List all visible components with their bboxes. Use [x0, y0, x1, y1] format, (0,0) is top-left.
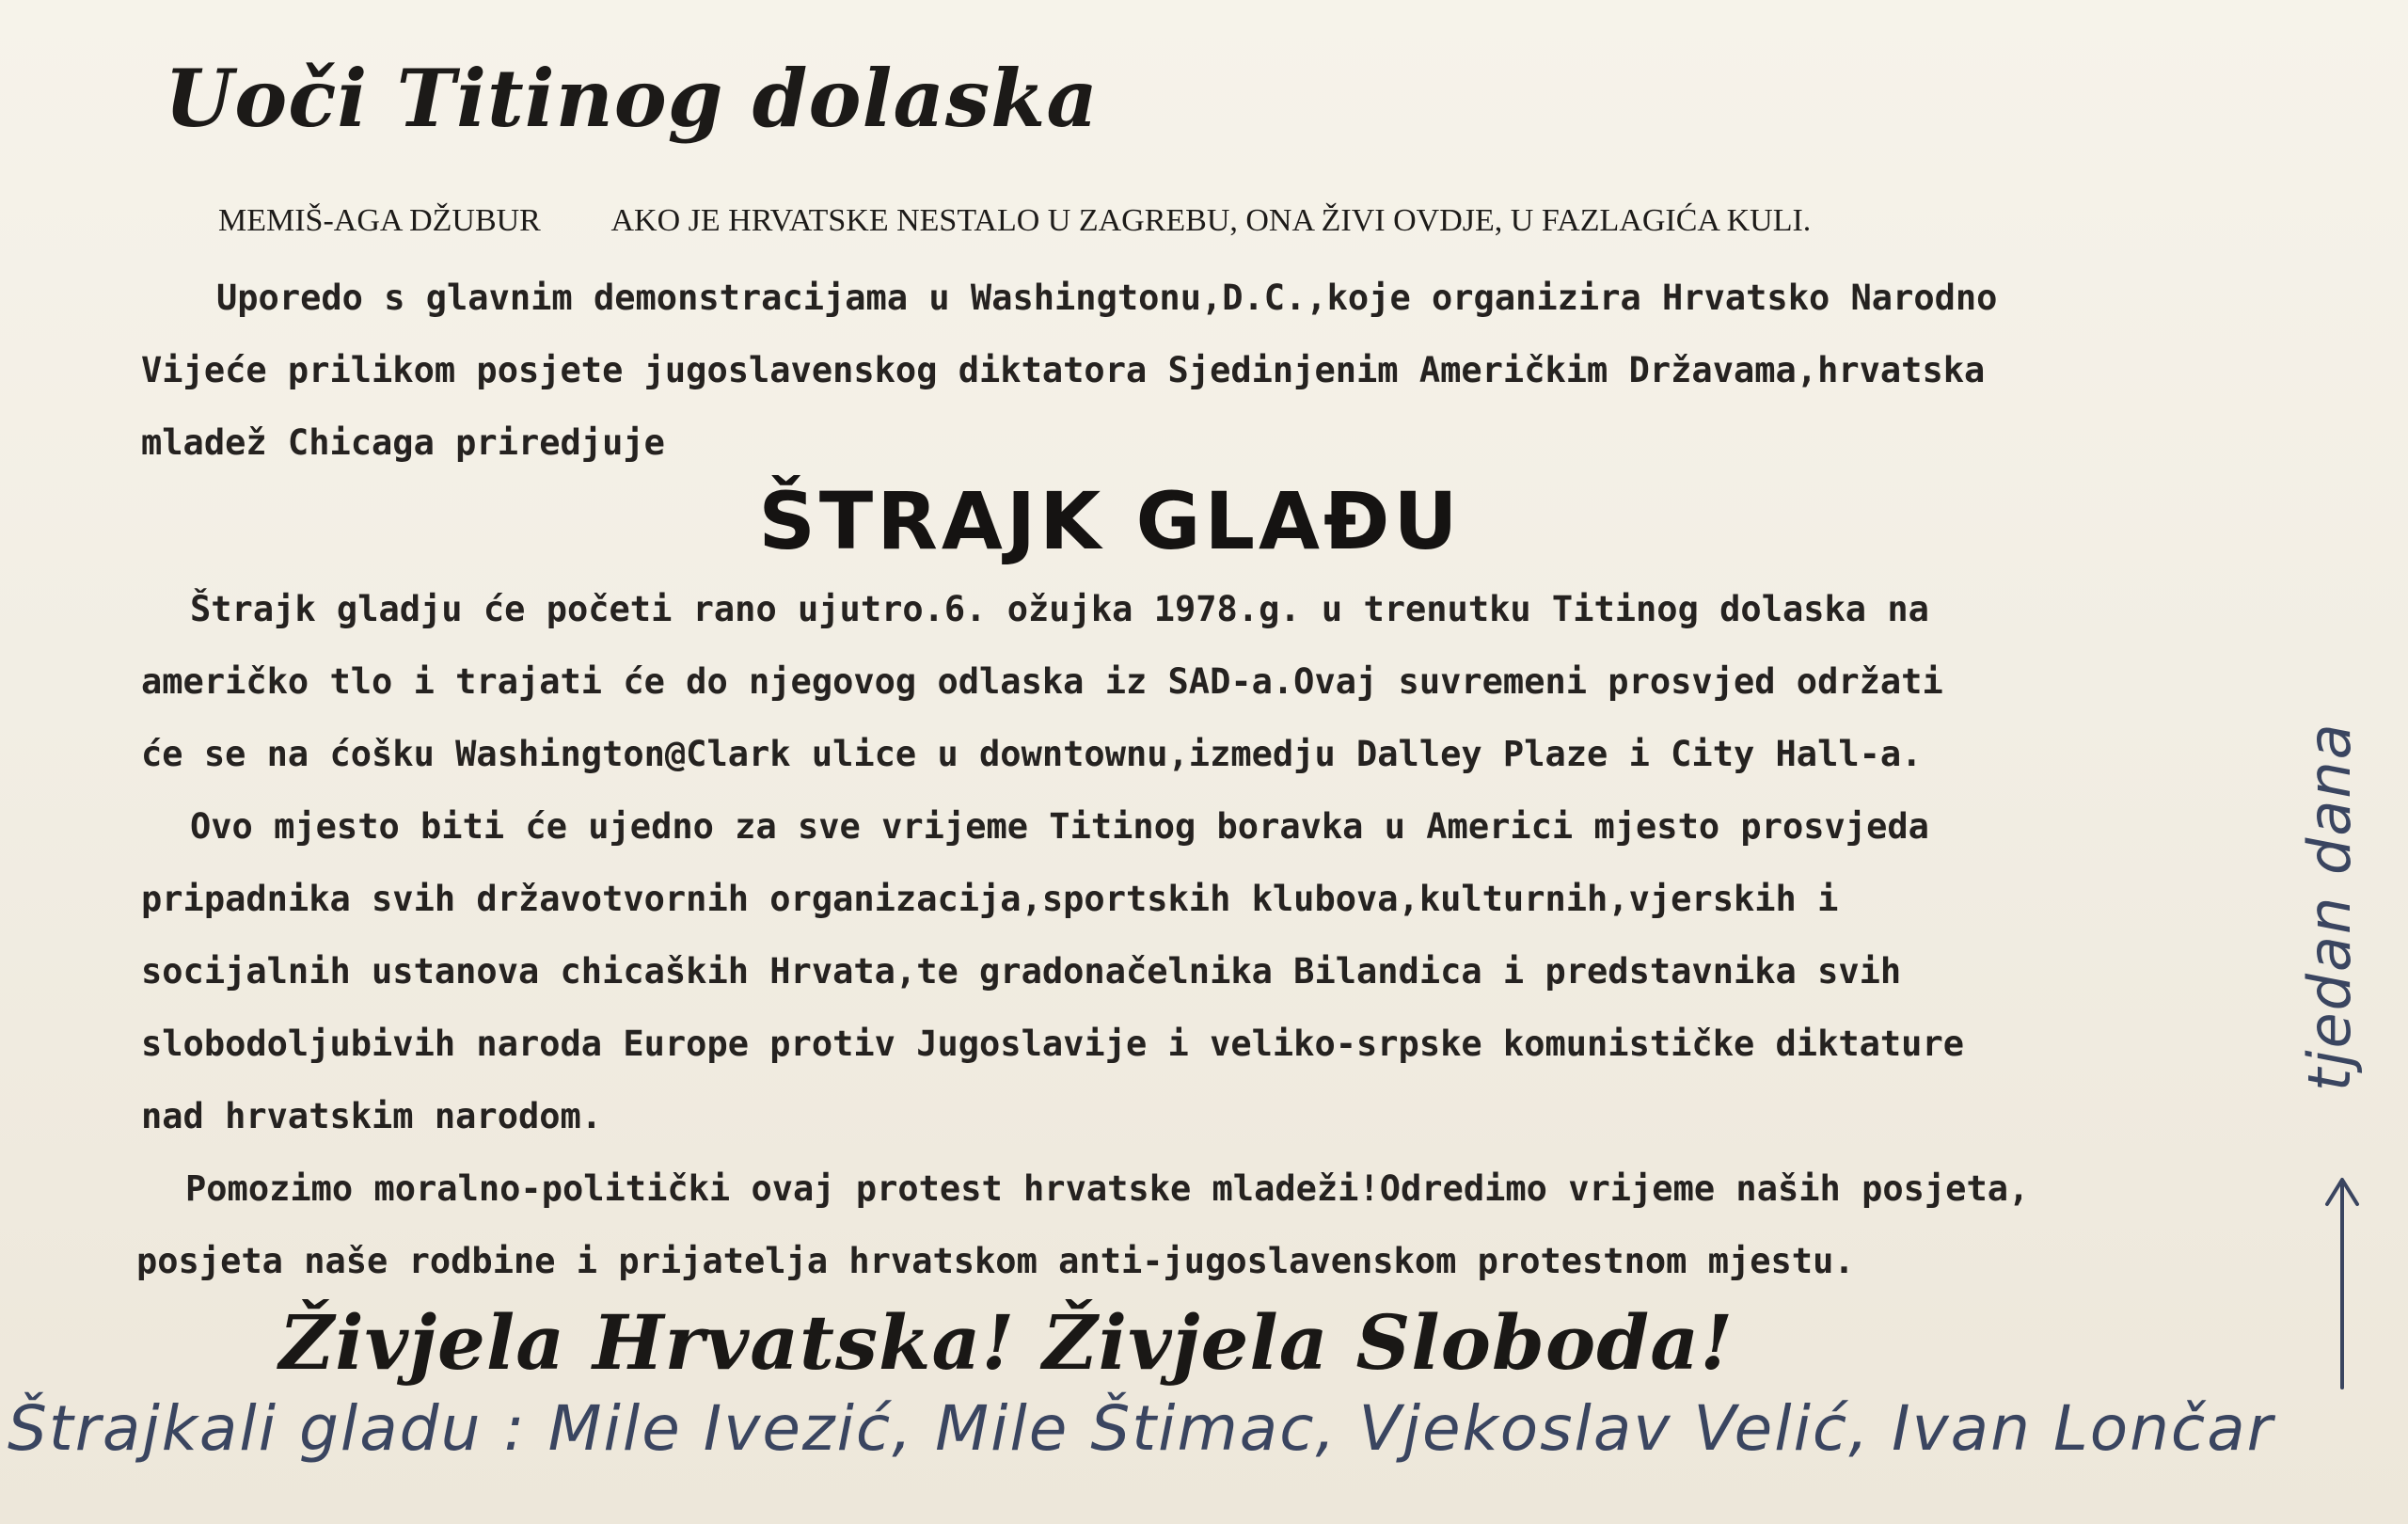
body-line: će se na ćošku Washington@Clark ulice u downtownu,izmedju Dalley Plaze i City Hall-a.: [141, 734, 1923, 774]
body-line: Štrajk gladju će početi rano ujutro.6. ožujka 1978.g. u trenutku Titinog dolaska na: [190, 589, 1929, 629]
body-line: nad hrvatskim narodom.: [141, 1096, 603, 1136]
body-line: Ovo mjesto biti će ujedno za sve vrijeme Titinog boravka u Americi mjesto prosvjeda: [190, 806, 1929, 847]
document-title: Uoči Titinog dolaska: [165, 52, 1099, 145]
byline: [218, 203, 1811, 239]
byline-author: MEMIŠ-AGA DŽUBUR: [218, 203, 541, 238]
intro-line: Vijeće prilikom posjete jugoslavenskog diktatora Sjedinjenim Američkim Državama,hrvatska: [141, 350, 1986, 390]
body-line: Pomozimo moralno-politički ovaj protest hrvatske mladeži!Odredimo vrijeme naših posjeta,: [185, 1168, 2030, 1209]
body-line: američko tlo i trajati će do njegovog odlaska iz SAD-a.Ovaj suvremeni prosvjed održati: [141, 661, 1943, 702]
headline: ŠTRAJK GLAĐU: [758, 475, 1462, 567]
intro-line: Uporedo s glavnim demonstracijama u Washingtonu,D.C.,koje organizira Hrvatsko Narodno: [216, 278, 1998, 318]
closing-slogan: Živjela Hrvatska! Živjela Sloboda!: [278, 1298, 1735, 1387]
handwritten-arrow-icon: [2323, 1167, 2361, 1392]
handwritten-signers: Štrajkali gladu : Mile Ivezić, Mile Štimac, Vjekoslav Velić, Ivan Lončar: [8, 1392, 2274, 1465]
body-line: pripadnika svih državotvornih organizacija,sportskih klubova,kulturnih,vjerskih i: [141, 879, 1839, 919]
body-line: posjeta naše rodbine i prijatelja hrvatskom anti-jugoslavenskom protestnom mjestu.: [136, 1241, 1855, 1281]
body-line: socijalnih ustanova chicaških Hrvata,te gradonačelnika Bilandica i predstavnika svih: [141, 951, 1902, 992]
intro-line: mladež Chicaga priredjuje: [141, 422, 665, 463]
handwritten-margin-note: tjedan dana: [2295, 722, 2364, 1091]
byline-tagline: AKO JE HRVATSKE NESTALO U ZAGREBU, ONA ŽIVI OVDJE, U FAZLAGIĆA KULI.: [610, 203, 1812, 238]
body-line: slobodoljubivih naroda Europe protiv Jugoslavije i veliko-srpske komunističke diktature: [141, 1024, 1965, 1064]
